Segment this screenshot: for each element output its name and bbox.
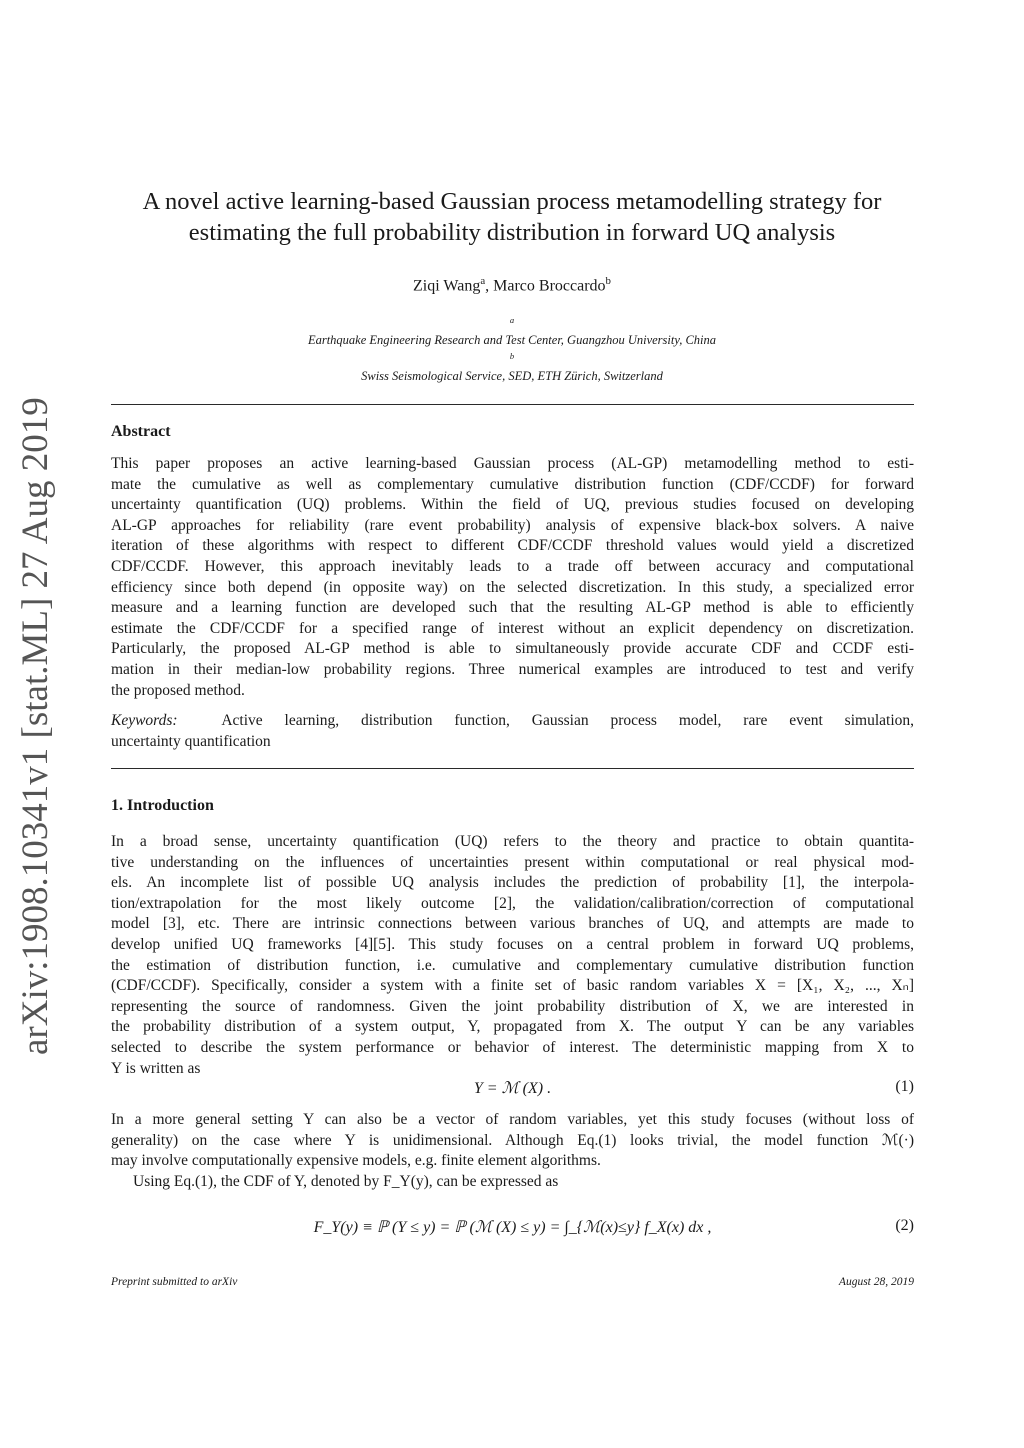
paragraph-line: mate the cumulative as well as complementary cumulative distribution function (CDF/CCDF) for forward — [111, 475, 914, 493]
affiliation-list — [110, 312, 914, 384]
paragraph-line: uncertainty quantification (UQ) problems. Within the field of UQ, previous studies focused on developing — [111, 496, 914, 514]
paragraph-line: els. An incomplete list of possible UQ analysis includes the prediction of probability [1], the interpola- — [111, 874, 914, 892]
paragraph-line: tive understanding on the influences of uncertainties present within computational or real physical mod- — [111, 853, 914, 871]
paragraph-line: mation in their median-low probability regions. Three numerical examples are introduced to test and verify — [111, 660, 914, 678]
paragraph-line: Particularly, the proposed AL-GP method is able to simultaneously provide accurate CDF and CCDF esti- — [111, 640, 914, 658]
paragraph-line: In a more general setting Y can also be a vector of random variables, yet this study focuses (without loss of — [111, 1111, 914, 1128]
title-line: A novel active learning-based Gaussian process metamodelling strategy for — [142, 188, 882, 215]
title-line: estimating the full probability distribution in forward UQ analysis — [188, 219, 836, 246]
paragraph-line: the probability distribution of a system output, Y, propagated from X. The output Y can be any variables — [111, 1018, 914, 1036]
paragraph-line: efficiency since both depend (in opposite way) on the selected discretization. In this study, a specialized error — [111, 578, 914, 596]
paragraph-line: generality) on the case where Y is unidimensional. Although Eq.(1) looks trivial, the model function ℳ(·) — [111, 1131, 914, 1149]
paragraph-line: In a broad sense, uncertainty quantification (UQ) refers to the theory and practice to obtain quantita- — [111, 833, 914, 850]
equation-1-expression: Y = ℳ (X) . — [473, 1080, 552, 1097]
paragraph-line: Y is written as — [111, 1059, 201, 1077]
post-equation-paragraph — [111, 1110, 914, 1172]
keywords-line: Keywords: Active learning, distribution function, Gaussian process model, rare event simulation, — [111, 712, 914, 729]
abstract-bottom-rule — [111, 768, 914, 769]
author-affil-mark: b — [605, 275, 611, 287]
abstract-paragraph — [111, 454, 914, 701]
abstract-heading: Abstract — [111, 423, 171, 440]
paragraph-line: develop unified UQ frameworks [4][5]. This study focuses on a central problem in forward UQ problems, — [111, 935, 914, 953]
paragraph-line: tion/extrapolation for the most likely outcome [2], the validation/calibration/correction of computational — [111, 894, 914, 912]
author-name: Marco Broccardo — [493, 277, 606, 295]
equation-2-number: (2) — [895, 1217, 914, 1234]
footer-preprint-note: Preprint submitted to arXiv — [111, 1276, 238, 1288]
paragraph-line: may involve computationally expensive models, e.g. finite element algorithms. — [111, 1152, 601, 1170]
affiliation-line: $^b$ Swiss Seismological Service, SED, ETH Zürich, Switzerland — [361, 351, 663, 384]
paragraph-line: iteration of these algorithms with respect to different CDF/CCDF threshold values would yield a discretized — [111, 537, 914, 555]
keywords — [111, 711, 914, 752]
paragraph-line: (CDF/CCDF). Specifically, consider a system with a finite set of basic random variables X = [X₁, X₂, ..., Xₙ] — [111, 977, 914, 995]
affiliation-line: $^a$ Earthquake Engineering Research and Test Center, Guangzhou University, China — [307, 315, 717, 348]
paragraph-line: measure and a learning function are developed such that the resulting AL-GP method is able to efficiently — [111, 599, 914, 617]
equation-2-expression: F_Y(y) ≡ ℙ (Y ≤ y) = ℙ (ℳ (X) ≤ y) = ∫_{ℳ(x)≤y} f_X(x) dx , — [313, 1219, 712, 1236]
author-separator: , — [485, 277, 494, 295]
using-paragraph — [111, 1172, 914, 1193]
paragraph-line: Using Eq.(1), the CDF of Y, denoted by F_Y(y), can be expressed as — [133, 1173, 559, 1190]
abstract-top-rule — [111, 404, 914, 405]
introduction-paragraph — [111, 832, 914, 1079]
author-name: Ziqi Wang — [413, 277, 481, 295]
paragraph-line: the estimation of distribution function, i.e. cumulative and complementary cumulative distribution function — [111, 956, 914, 974]
author-list — [110, 275, 914, 295]
author-affil-mark: a — [480, 275, 486, 287]
section-heading-introduction: 1. Introduction — [111, 797, 214, 814]
footer-date: August 28, 2019 — [838, 1276, 914, 1288]
paragraph-line: selected to describe the system performance or behavior of interest. The deterministic mapping from X to — [111, 1038, 914, 1056]
paragraph-line: model [3], etc. There are intrinsic connections between various branches of UQ, and attempts are made to — [111, 915, 914, 933]
paragraph-line: CDF/CCDF. However, this approach inevitably leads to a trade off between accuracy and computational — [111, 557, 914, 575]
paragraph-line: estimate the CDF/CCDF for a specified range of interest without an explicit dependency on discretization. — [111, 619, 914, 637]
arxiv-identifier-stamp: arXiv:1908.10341v1 [stat.ML] 27 Aug 2019 — [15, 397, 56, 1055]
paragraph-line: This paper proposes an active learning-based Gaussian process (AL-GP) metamodelling method to esti- — [111, 455, 914, 472]
keywords-line: uncertainty quantification — [111, 732, 271, 750]
keywords-label: Keywords: — [111, 712, 178, 729]
paragraph-line: representing the source of randomness. Given the joint probability distribution of X, we are interested in — [111, 997, 914, 1015]
paragraph-line: AL-GP approaches for reliability (rare event probability) analysis of expensive black-box solvers. A naive — [111, 516, 914, 534]
paper-title — [110, 186, 914, 248]
equation-1-number: (1) — [895, 1078, 914, 1095]
paragraph-line: the proposed method. — [111, 681, 245, 699]
